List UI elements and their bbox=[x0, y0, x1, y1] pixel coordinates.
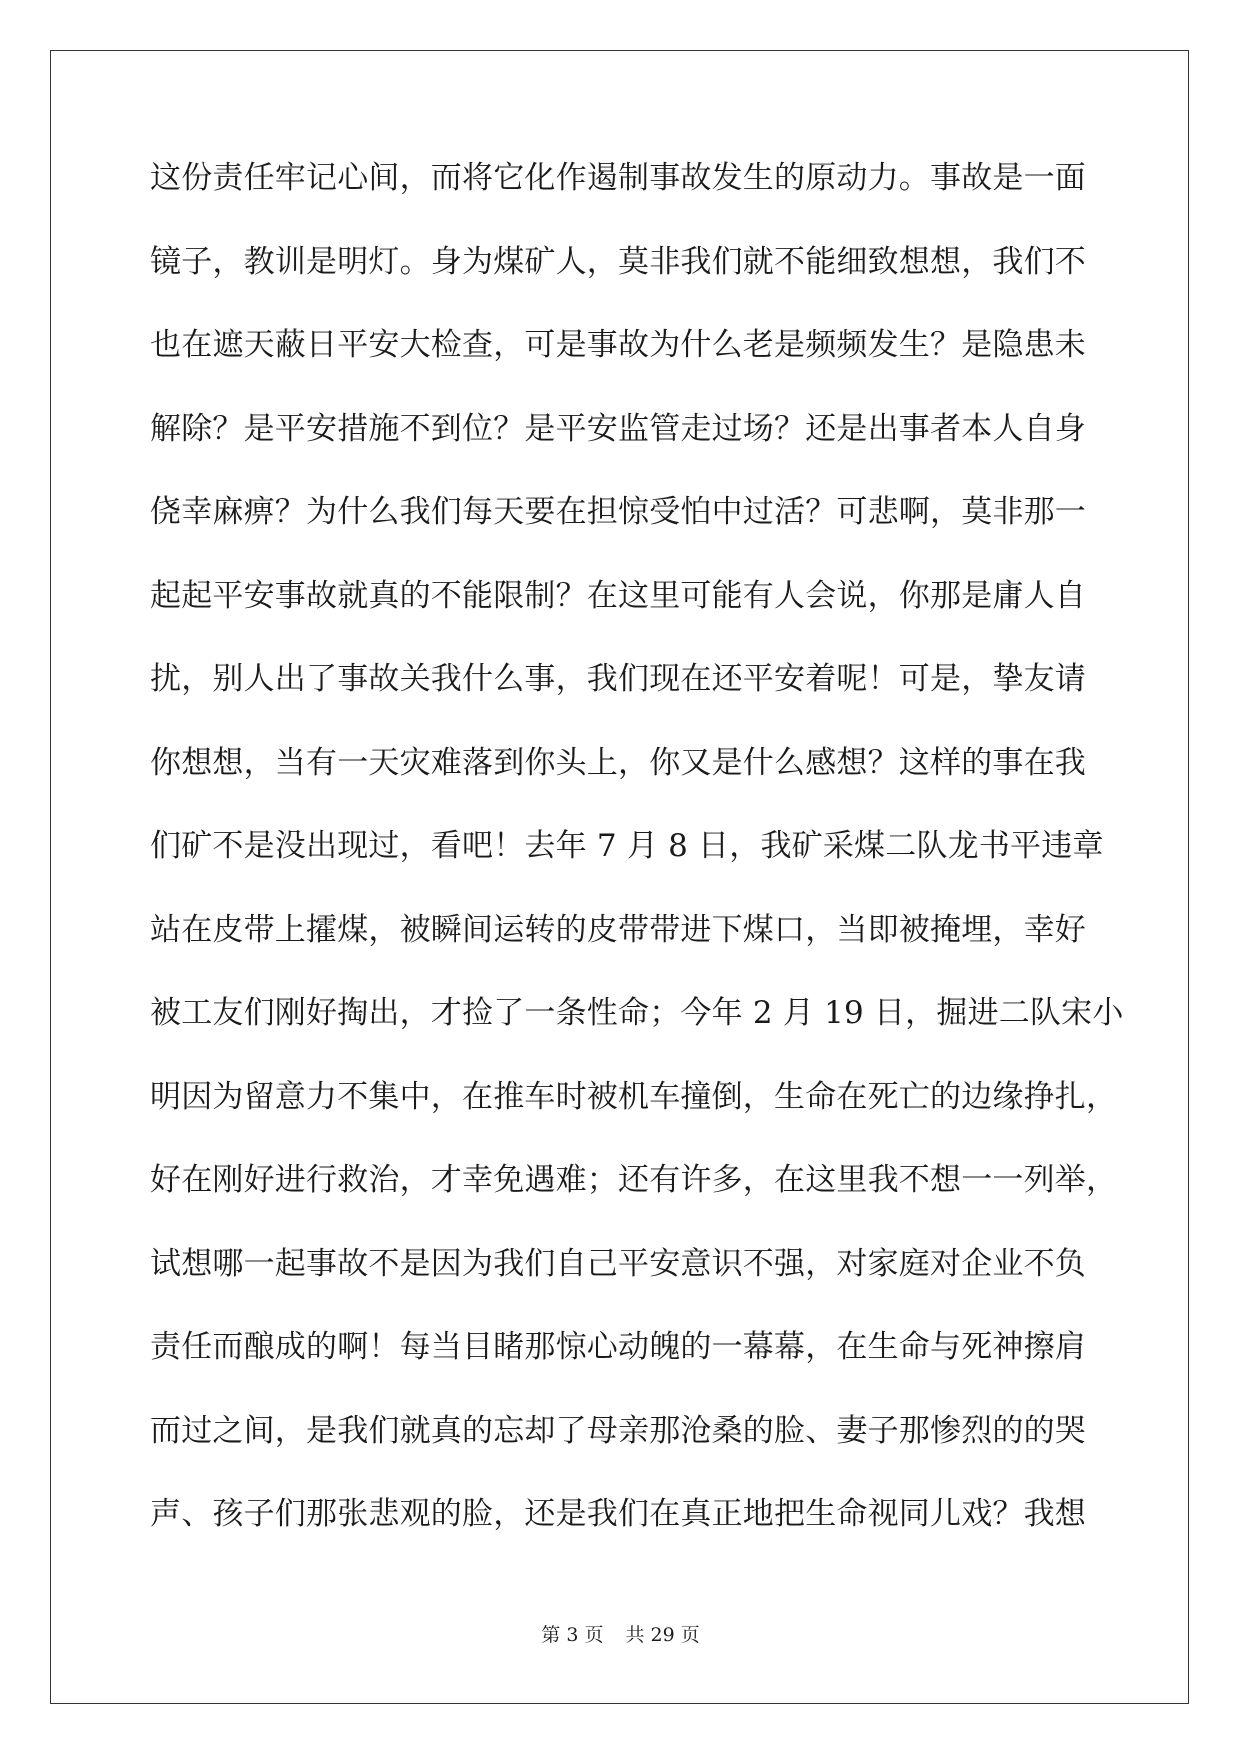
text-line: 站在皮带上攉煤，被瞬间运转的皮带带进下煤口，当即被掩埋，幸好 bbox=[150, 911, 1086, 948]
text-line: 也在遮天蔽日平安大检查，可是事故为什么老是频频发生？是隐患未 bbox=[150, 327, 1086, 363]
text-line: 明因为留意力不集中，在推车时被机车撞倒，生命在死亡的边缘挣扎， bbox=[150, 1078, 1118, 1115]
text-line: 试想哪一起事故不是因为我们自己平安意识不强，对家庭对企业不负 bbox=[150, 1245, 1086, 1282]
text-line: 声、孩子们那张悲观的脸，还是我们在真正地把生命视同儿戏？我想 bbox=[150, 1496, 1086, 1532]
text-line: 好在刚好进行救治，才幸免遇难；还有许多，在这里我不想一一列举， bbox=[150, 1162, 1118, 1198]
text-line: 侥幸麻痹？为什么我们每天要在担惊受怕中过活？可悲啊，莫非那一 bbox=[150, 494, 1086, 530]
total-pages: 共 29 页 bbox=[625, 1624, 700, 1646]
text-line: 而过之间，是我们就真的忘却了母亲那沧桑的脸、妻子那惨烈的的哭 bbox=[150, 1412, 1086, 1449]
text-line: 解除？是平安措施不到位？是平安监管走过场？还是出事者本人自身 bbox=[150, 410, 1086, 447]
text-line: 你想想，当有一天灾难落到你头上，你又是什么感想？这样的事在我 bbox=[150, 744, 1086, 781]
text-line: 这份责任牢记心间，而将它化作遏制事故发生的原动力。事故是一面 bbox=[150, 160, 1086, 196]
text-line: 起起平安事故就真的不能限制？在这里可能有人会说，你那是庸人自 bbox=[150, 577, 1086, 614]
text-line: 责任而酿成的啊！每当目睹那惊心动魄的一幕幕，在生命与死神擦肩 bbox=[150, 1329, 1086, 1365]
document-body bbox=[150, 158, 1124, 1578]
text-line: 们矿不是没出现过，看吧！去年 7 月 8 日，我矿采煤二队龙书平违章 bbox=[150, 828, 1104, 864]
text-line: 镜子，教训是明灯。身为煤矿人，莫非我们就不能细致想想，我们不 bbox=[150, 243, 1086, 280]
text-line: 扰，别人出了事故关我什么事，我们现在还平安着呢！可是，挚友请 bbox=[150, 661, 1086, 697]
page-footer bbox=[0, 1623, 1241, 1647]
text-line: 被工友们刚好掏出，才捡了一条性命；今年 2 月 19 日，掘进二队宋小 bbox=[150, 995, 1124, 1031]
page-number: 第 3 页 bbox=[541, 1624, 604, 1646]
